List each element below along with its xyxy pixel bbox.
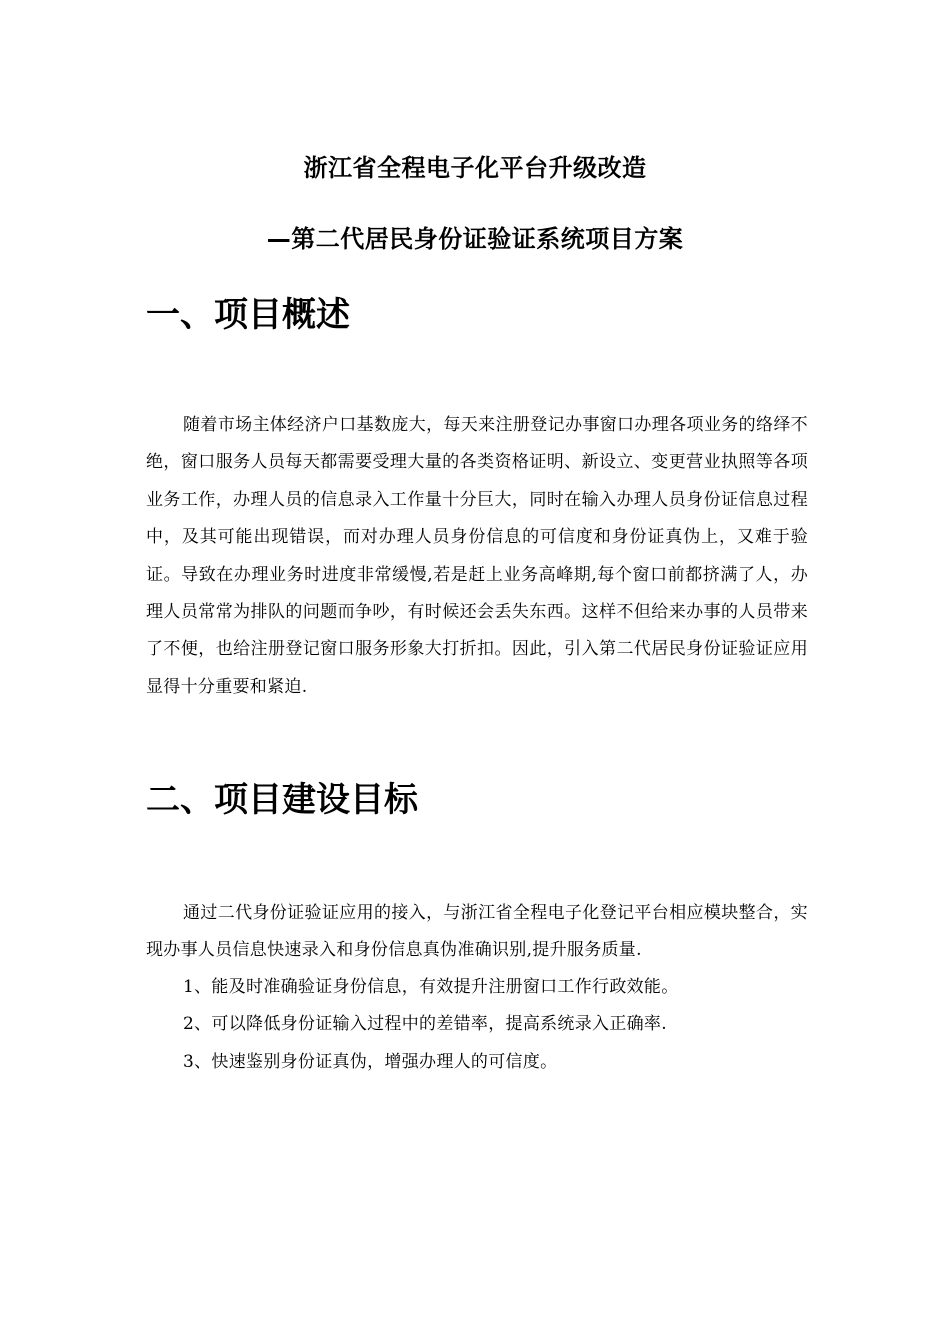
goals-list bbox=[183, 969, 823, 1081]
document-title-line-2: —第二代居民身份证验证系统项目方案 bbox=[266, 225, 684, 253]
section-2-heading: 二、项目建设目标 bbox=[146, 780, 418, 820]
list-item: 3、快速鉴别身份证真伪，增强办理人的可信度。 bbox=[183, 1051, 558, 1072]
section-1-paragraph: 随着市场主体经济户口基数庞大，每天来注册登记办事窗口办理各项业务的络绎不绝，窗口服务人员每天都需要受理大量的各类资格证明、新设立、变更营业执照等各项业务工作，办理人员的信息录入工作量十分巨大，同时在输入办理人员身份证信息过程中，及其可能出现错误，而对办理人员身份信息的可信度和身份证真伪上，又难于验证。导致在办理业务时进度非常缓慢,若是赶上业务高峰期,每个窗口前都挤满了人，办理人员常常为排队的问题而争吵，有时候还会丢失东西。这样不但给来办事的人员带来了不便，也给注册登记窗口服务形象大打折扣。因此，引入第二代居民身份证验证应用显得十分重要和紧迫. bbox=[146, 415, 808, 697]
list-item: 1、能及时准确验证身份信息，有效提升注册窗口工作行政效能。 bbox=[183, 977, 679, 997]
section-1-heading: 一、项目概述 bbox=[146, 295, 350, 335]
section-2-paragraph: 通过二代身份证验证应用的接入，与浙江省全程电子化登记平台相应模块整合，实现办事人员信息快速录入和身份信息真伪准确识别,提升服务质量. bbox=[146, 903, 808, 961]
list-item: 2、可以降低身份证输入过程中的差错率，提高系统录入正确率. bbox=[183, 1014, 667, 1035]
document-title-line-1: 浙江省全程电子化平台升级改造 bbox=[303, 154, 647, 182]
